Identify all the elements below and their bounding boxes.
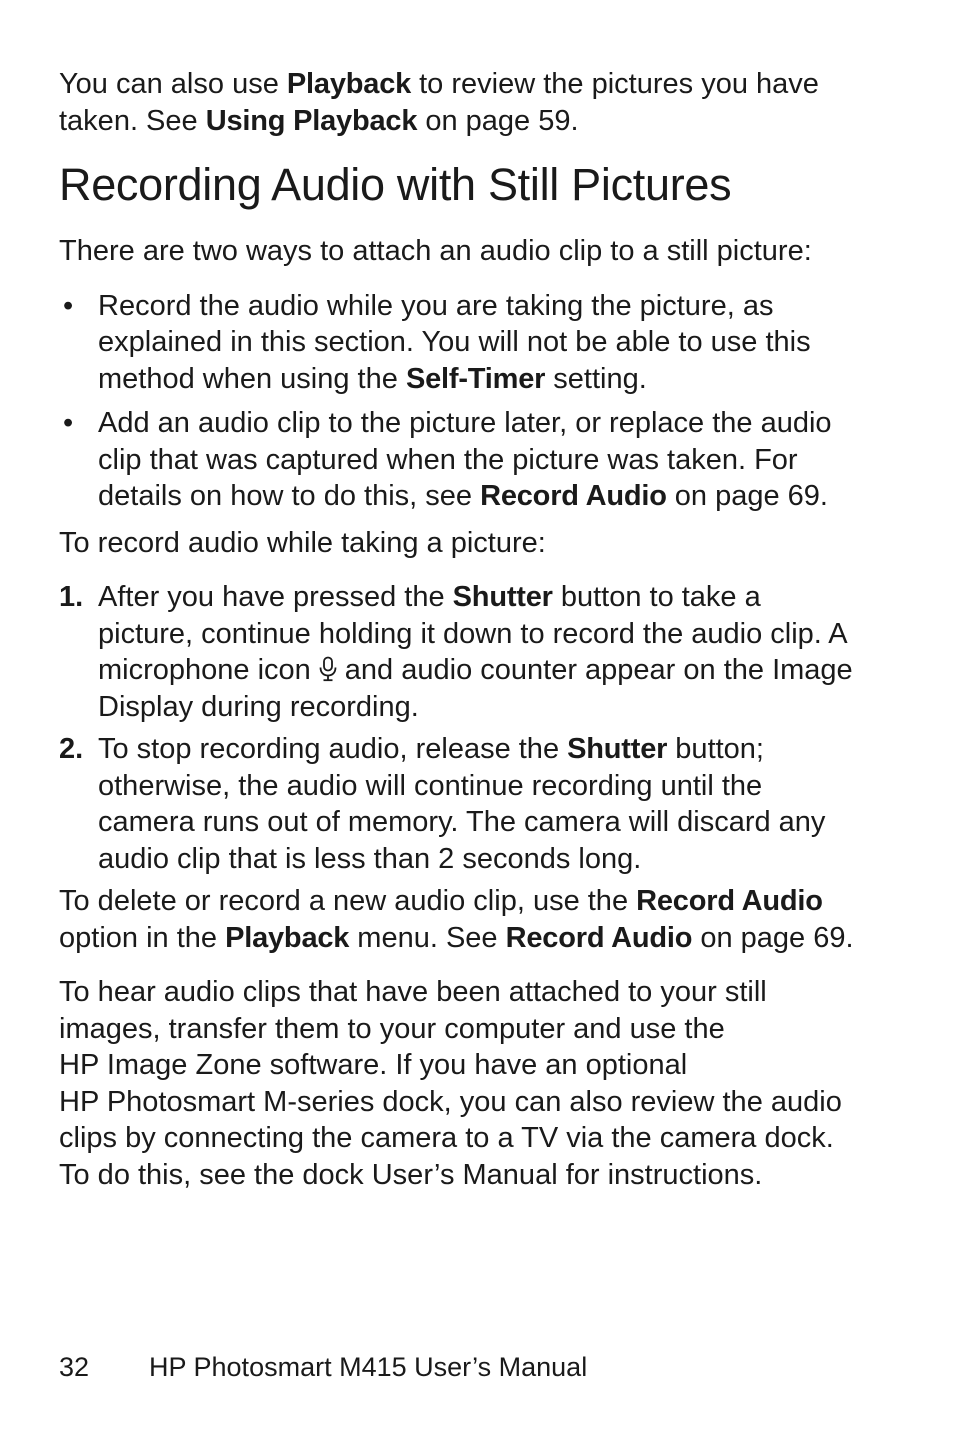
paragraph-text: To delete or record a new audio clip, use the [59, 885, 637, 917]
step-number: 2. [59, 733, 84, 765]
page-number: 32 [59, 1352, 90, 1382]
step-text: To stop recording audio, release the [98, 733, 568, 765]
record-audio-term: Record Audio [636, 885, 823, 917]
intro-text: You can also use [59, 68, 287, 100]
paragraph-text: menu. See [349, 921, 506, 954]
step-item [59, 731, 859, 877]
using-playback-link: Using Playback [205, 104, 418, 137]
page-body [59, 66, 859, 1211]
record-audio-term: Record Audio [505, 921, 693, 954]
steps-lead-paragraph: To record audio while taking a picture: [59, 526, 546, 559]
paragraph-text: To hear audio clips that have been attached to your still images, transfer them to your computer and use the [59, 976, 767, 1045]
list-item-text: Add an audio clip to the picture later, or replace the audio clip that was captured when the picture was taken. For details on how to do this, see [98, 407, 832, 512]
shutter-term: Shutter [452, 581, 553, 613]
playback-term: Playback [225, 921, 350, 954]
step-text: and audio counter appear on the Image Display during recording. [98, 654, 853, 723]
self-timer-term: Self-Timer [405, 362, 546, 395]
paragraph-text: HP Image Zone software. If you have an optional [59, 1049, 688, 1081]
bullet-marker: • [63, 289, 74, 322]
paragraph-text: option in the [59, 921, 226, 954]
lead-paragraph: There are two ways to attach an audio clip to a still picture: [59, 235, 812, 267]
list-item-text: on page 69. [666, 480, 828, 512]
step-item [59, 579, 859, 725]
bullet-marker: • [63, 407, 74, 439]
paragraph-text: on page 69. [692, 921, 854, 954]
paragraph-text: HP Photosmart M-series dock, you can also review the audio clips by connecting the camera to a TV via the camera dock. To do this, see the dock User’s Manual for instructions. [59, 1085, 842, 1191]
list-item [59, 405, 859, 515]
step-text: button to take a picture, continue holding it down to record the audio clip. A microphone icon [98, 581, 847, 686]
list-item-text: Record the audio while you are taking the picture, as explained in this section. You will not be able to use this method when using the [98, 289, 811, 395]
hear-paragraph [59, 974, 859, 1193]
section-heading: Recording Audio with Still Pictures [59, 159, 732, 210]
intro-text: to review the pictures you have taken. See [59, 68, 819, 137]
shutter-term: Shutter [567, 733, 668, 765]
delete-paragraph [59, 883, 859, 956]
microphone-icon [317, 656, 339, 682]
intro-text: on page 59. [417, 104, 579, 137]
ways-list [59, 288, 859, 515]
list-item [59, 288, 859, 398]
page-footer [59, 1350, 587, 1384]
manual-title: HP Photosmart M415 User’s Manual [149, 1352, 588, 1382]
steps-list [59, 579, 859, 877]
step-text: After you have pressed the [98, 581, 453, 613]
record-audio-term: Record Audio [480, 480, 667, 512]
step-text: button; otherwise, the audio will continue recording until the camera runs out of memory. The camera will discard any audio clip that is less than 2 seconds long. [98, 733, 826, 875]
playback-term: Playback [286, 68, 412, 100]
list-item-text: setting. [545, 362, 647, 395]
step-number: 1. [59, 581, 84, 613]
intro-paragraph [59, 66, 859, 139]
